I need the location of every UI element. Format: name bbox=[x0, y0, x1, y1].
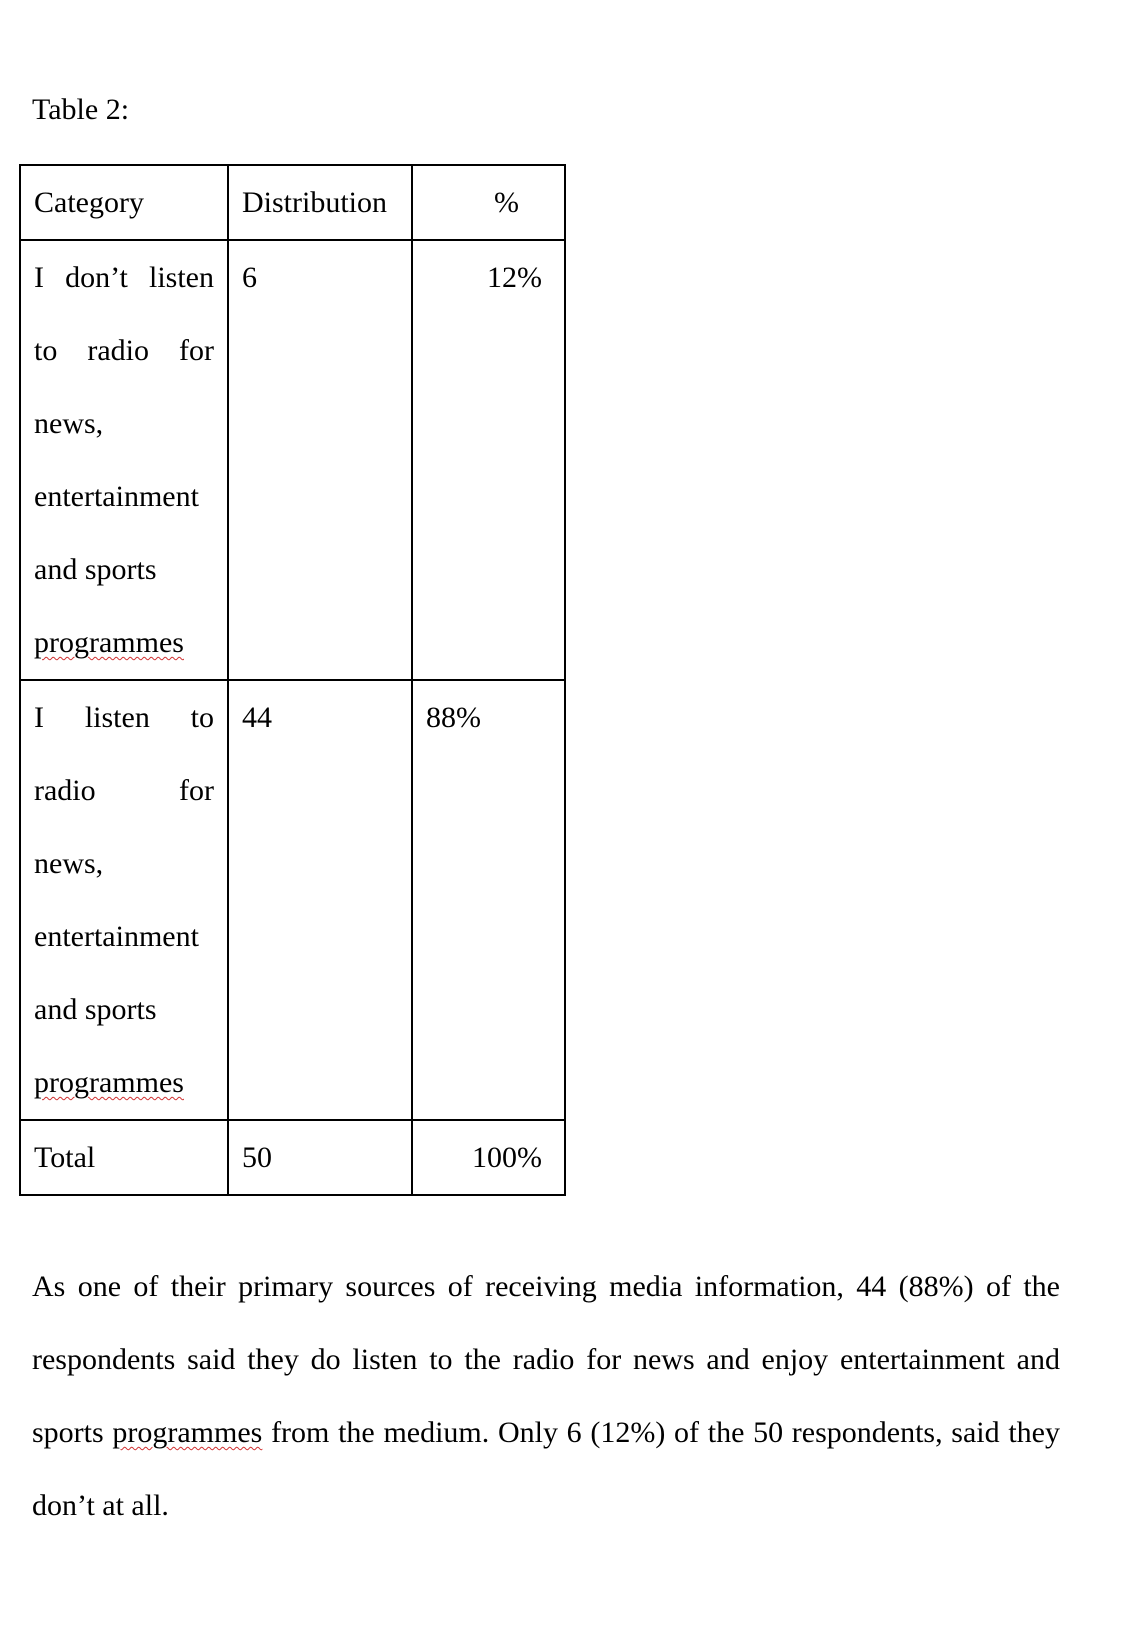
row-cell-percent bbox=[412, 680, 565, 1120]
header-distribution: Distribution bbox=[242, 186, 388, 219]
row-percent: 88% bbox=[426, 701, 481, 734]
row-cell-percent bbox=[412, 240, 565, 680]
total-cell-percent bbox=[412, 1120, 565, 1195]
header-category: Category bbox=[34, 186, 144, 219]
table-total-row bbox=[20, 1120, 565, 1195]
row-category-text: I don’t listen to radio for news, entertainment and sports bbox=[34, 261, 214, 586]
row-percent: 12% bbox=[487, 261, 542, 294]
spellcheck-flagged-word: programmes bbox=[34, 1066, 184, 1099]
total-cell-distribution bbox=[228, 1120, 412, 1195]
table-caption: Table 2: bbox=[32, 93, 130, 126]
paragraph-text: As one of their primary sources of receiving media information, 44 (88%) of the respondents said they do listen to the radio for news and enjoy entertainment and sports bbox=[32, 1270, 1060, 1449]
table-row bbox=[20, 680, 565, 1120]
header-cell-category bbox=[20, 165, 228, 240]
row-distribution: 44 bbox=[242, 701, 272, 734]
total-percent: 100% bbox=[472, 1141, 542, 1174]
row-category bbox=[21, 681, 227, 1119]
row-category-text: I listen to radio for news, entertainment and sports bbox=[34, 701, 214, 1026]
paragraph-text: from the medium. Only 6 (12%) of the 50 respondents, said they don’t at all. bbox=[32, 1416, 1060, 1522]
total-cell-category bbox=[20, 1120, 228, 1195]
spellcheck-flagged-word: programmes bbox=[34, 626, 184, 659]
total-distribution: 50 bbox=[242, 1141, 272, 1174]
row-distribution: 6 bbox=[242, 261, 257, 294]
table-header-row bbox=[20, 165, 565, 240]
row-cell-category bbox=[20, 680, 228, 1120]
row-cell-distribution bbox=[228, 680, 412, 1120]
body-paragraph bbox=[32, 1250, 1060, 1542]
header-cell-distribution bbox=[228, 165, 412, 240]
row-category bbox=[21, 241, 227, 679]
row-cell-distribution bbox=[228, 240, 412, 680]
spellcheck-flagged-word: programmes bbox=[112, 1416, 263, 1449]
row-cell-category bbox=[20, 240, 228, 680]
total-label: Total bbox=[34, 1141, 96, 1174]
header-cell-percent bbox=[412, 165, 565, 240]
header-percent: % bbox=[494, 186, 519, 219]
data-table bbox=[19, 164, 566, 1196]
table-row bbox=[20, 240, 565, 680]
